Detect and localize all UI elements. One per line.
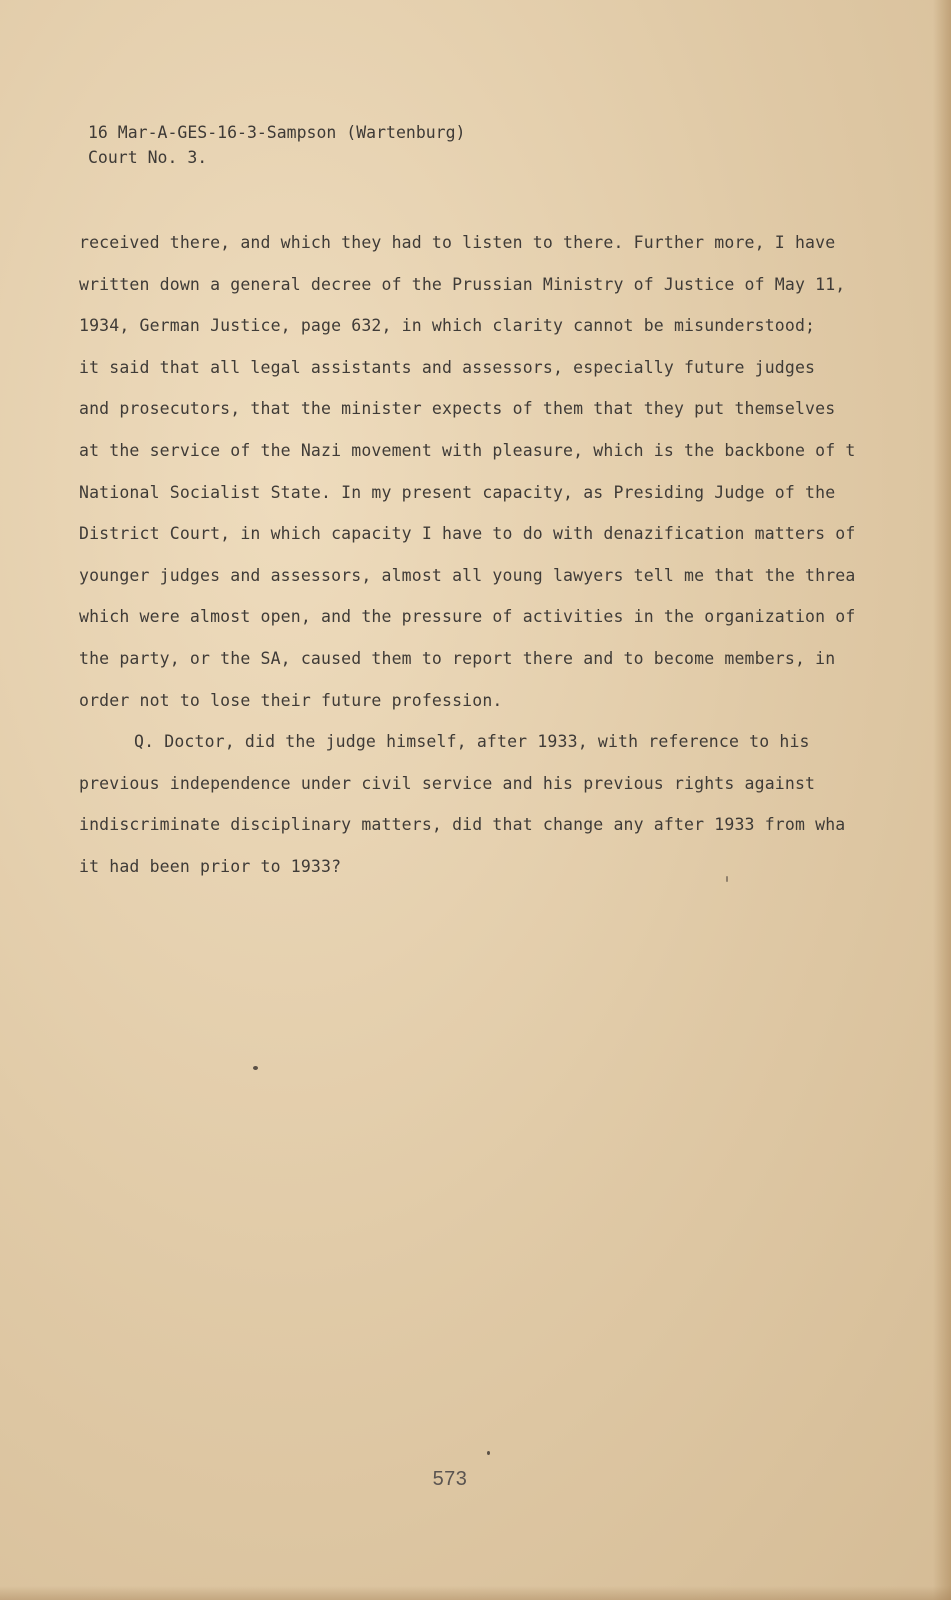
header-case-line: 16 Mar-A-GES-16-3-Sampson (Wartenburg) [88,123,466,142]
page-number: 573 [432,1468,468,1490]
question-line: Q. Doctor, did the judge himself, after 1933, with reference to his [134,732,810,752]
transcript-line: National Socialist State. In my present capacity, as Presiding Judge of the [79,482,836,502]
transcript-line: District Court, in which capacity I have to do with denazification matters of [79,524,856,544]
page-edge-shadow-bottom [0,1586,951,1600]
question-line: indiscriminate disciplinary matters, did that change any after 1933 from wha [79,815,846,835]
question-line: it had been prior to 1933? [79,856,342,876]
transcript-line: the party, or the SA, caused them to report there and to become members, in [79,648,836,668]
transcript-line: written down a general decree of the Prussian Ministry of Justice of May 11, [79,274,846,294]
paper-speck [253,1066,258,1070]
transcript-line: and prosecutors, that the minister expects of them that they put themselves [79,399,836,419]
transcript-line: it said that all legal assistants and assessors, especially future judges [79,357,816,377]
question-line: previous independence under civil service and his previous rights against [79,773,816,793]
transcript-line: received there, and which they had to listen to there. Further more, I have [79,233,836,252]
transcript-line: younger judges and assessors, almost all young lawyers tell me that the threa [79,565,856,585]
transcript-body [79,222,879,888]
page-edge-shadow-right [933,0,951,1600]
transcript-line: at the service of the Nazi movement with pleasure, which is the backbone of t [79,440,856,460]
header-court-line: Court No. 3. [88,148,208,167]
paper-speck [726,876,728,882]
transcript-line: which were almost open, and the pressure of activities in the organization of [79,607,856,627]
paper-speck [487,1451,490,1455]
transcript-line: 1934, German Justice, page 632, in which clarity cannot be misunderstood; [79,316,816,336]
transcript-line: order not to lose their future profession. [79,690,503,710]
document-header [88,120,788,170]
